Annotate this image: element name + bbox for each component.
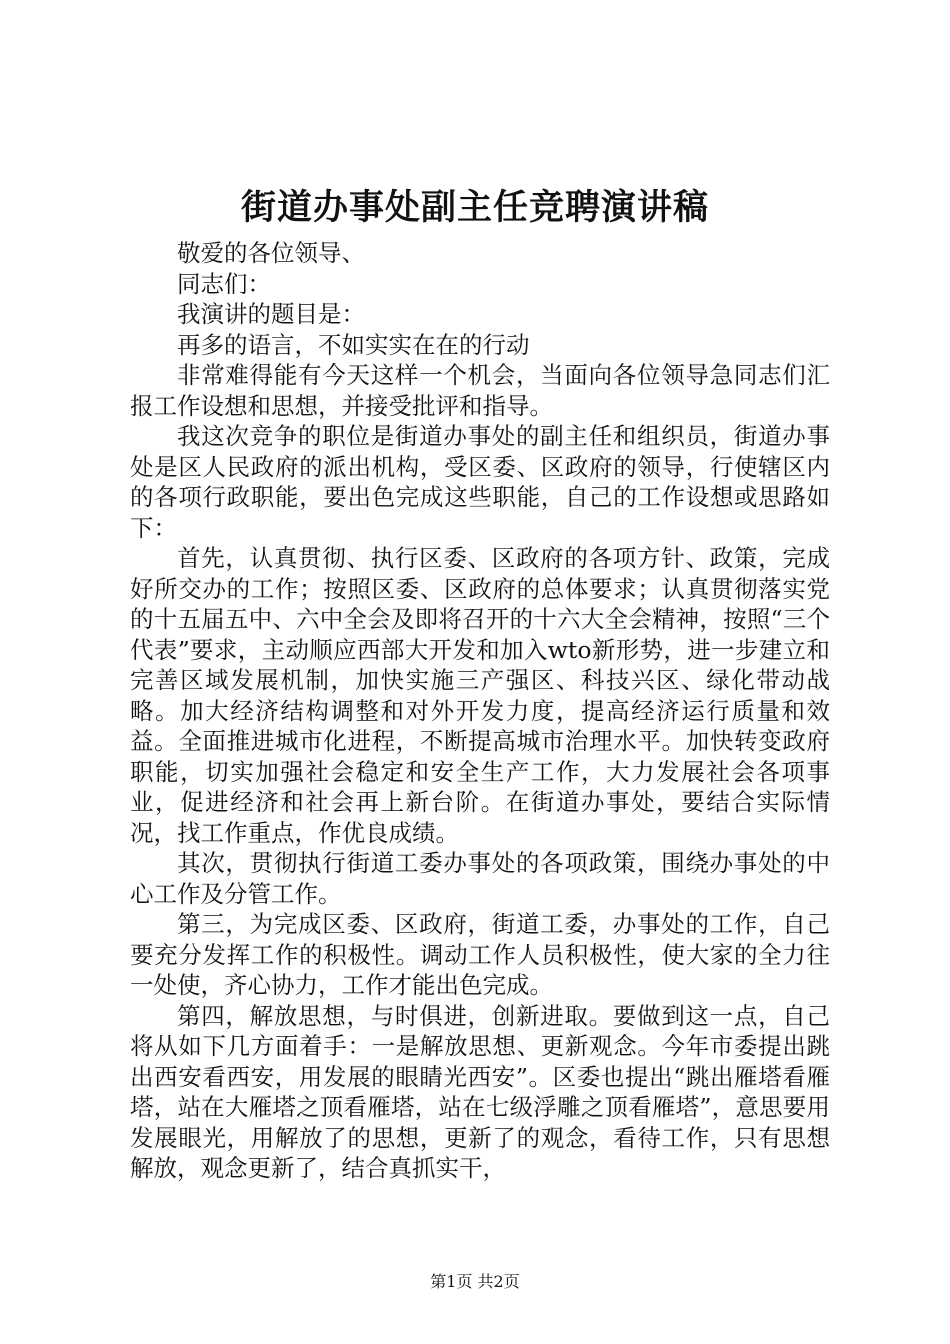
paragraph-topic-intro: 我演讲的题目是： xyxy=(177,300,365,328)
paragraph-fourth: 第四，解放思想，与时俱进，创新进取。要做到这一点，自己将从如下几方面着手：一是解放思想、更新观念。今年市委提出跳出西安看西安，用发展的眼睛光西安”。区委也提出“跳出雁塔看雁塔，站在大雁塔之顶看雁塔，站在七级浮雕之顶看雁塔”，意思要用发展眼光，用解放了的思想，更新了的观念，看待工作，只有思想解放，观念更新了，结合真抓实干， xyxy=(130,1001,830,1182)
document-body xyxy=(130,238,830,1184)
document-title: 街道办事处副主任竞聘演讲稿 xyxy=(240,187,709,228)
paragraph-opening: 非常难得能有今天这样一个机会，当面向各位领导急同志们汇报工作设想和思想，并接受批评和指导。 xyxy=(130,361,830,420)
paragraph-salutation-2: 同志们： xyxy=(177,269,271,298)
paragraph-topic: 再多的语言，不如实实在在的行动 xyxy=(177,330,530,359)
paragraph-first: 首先，认真贯彻、执行区委、区政府的各项方针、政策，完成好所交办的工作；按照区委、区政府的总体要求；认真贯彻落实党的十五届五中、六中全会及即将召开的十六大全会精神，按照“三个代表”要求，主动顺应西部大开发和加入wto新形势，进一步建立和完善区域发展机制，加快实施三产强区、科技兴区、绿化带动战略。加大经济结构调整和对外开发力度，提高经济运行质量和效益。全面推进城市化进程，不断提高城市治理水平。加快转变政府职能，切实加强社会稳定和安全生产工作，大力发展社会各项事业，促进经济和社会再上新台阶。在街道办事处，要结合实际情况，找工作重点，作优良成绩。 xyxy=(130,544,830,847)
paragraph-salutation-1: 敬爱的各位领导、 xyxy=(177,239,365,267)
page-footer: 第1页 共2页 xyxy=(430,1272,520,1291)
paragraph-third: 第三，为完成区委、区政府，街道工委，办事处的工作，自己要充分发挥工作的积极性。调动工作人员积极性，使大家的全力往一处使，齐心协力，工作才能出色完成。 xyxy=(130,910,830,999)
paragraph-second: 其次，贯彻执行街道工委办事处的各项政策，围绕办事处的中心工作及分管工作。 xyxy=(130,849,830,908)
paragraph-position: 我这次竞争的职位是街道办事处的副主任和组织员，街道办事处是区人民政府的派出机构，受区委、区政府的领导，行使辖区内的各项行政职能，要出色完成这些职能，自己的工作设想或思路如下： xyxy=(130,422,830,542)
